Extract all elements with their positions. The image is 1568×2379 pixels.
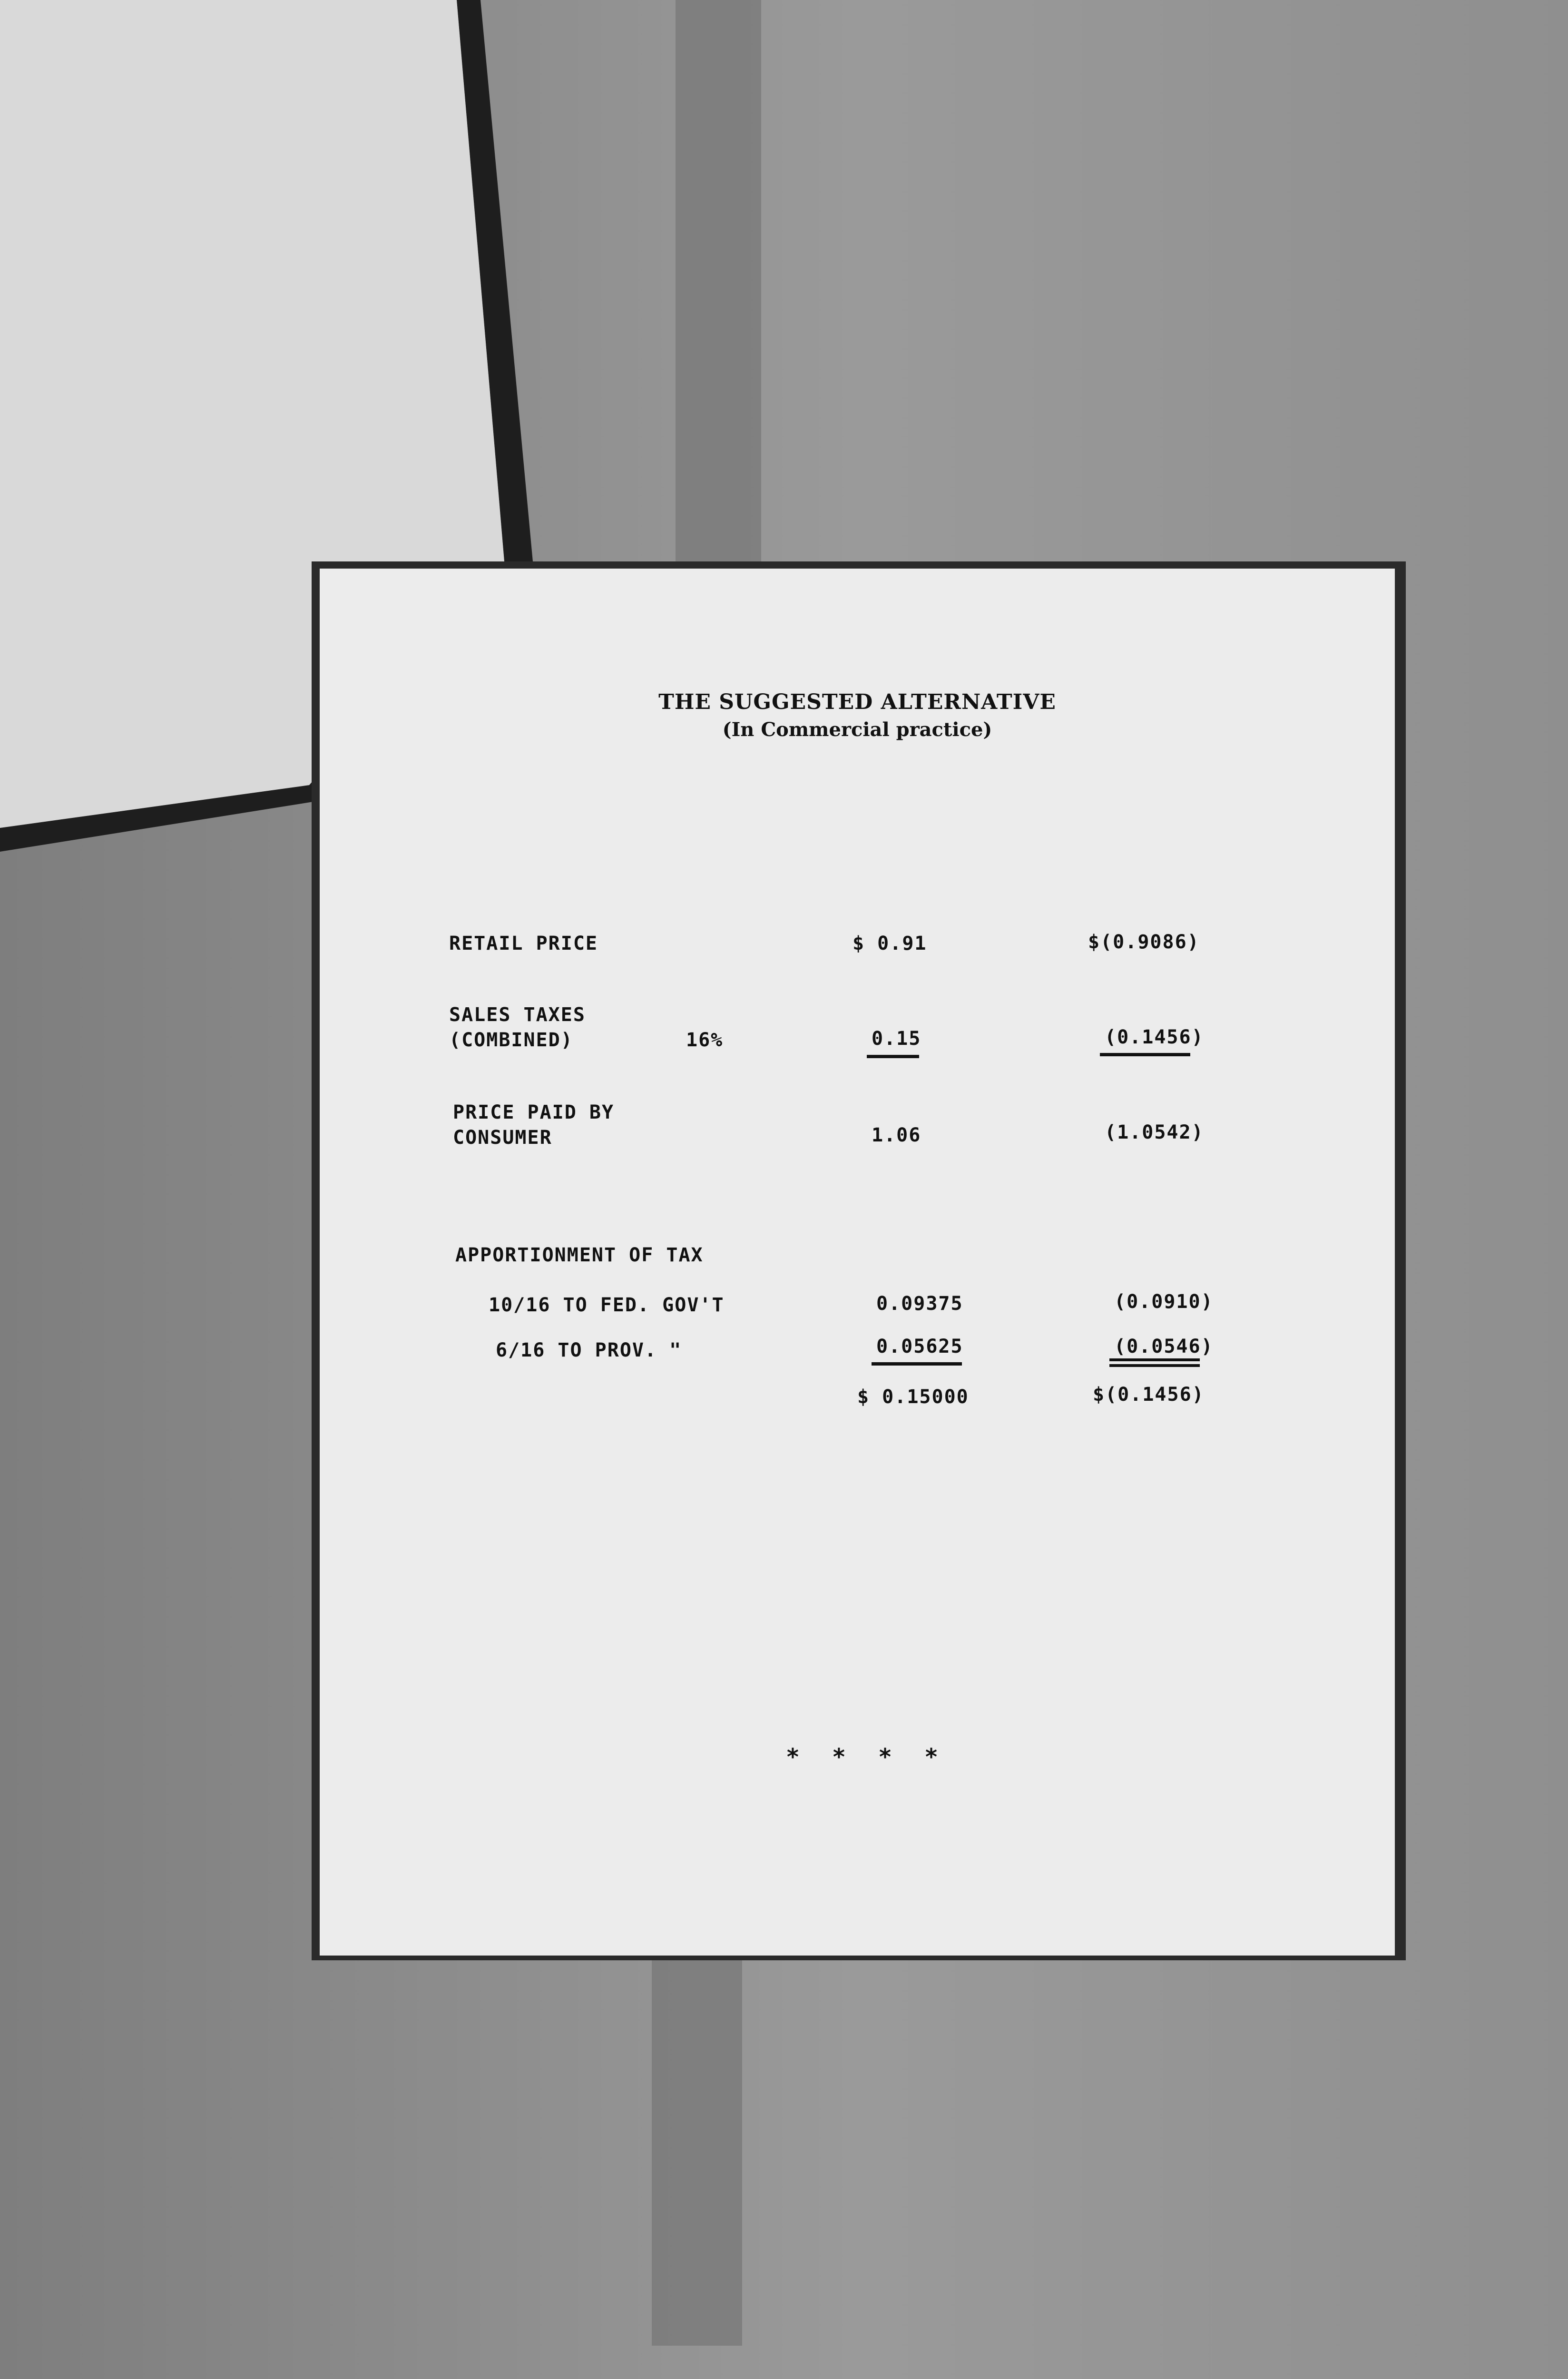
prov-share-value: 0.05625 (876, 1336, 963, 1357)
prov-share-underline (872, 1362, 962, 1366)
document-title: THE SUGGESTED ALTERNATIVE (658, 690, 1056, 714)
total-alt: $(0.1456) (1093, 1384, 1205, 1406)
sales-taxes-alt: (0.1456) (1105, 1026, 1204, 1048)
retail-price-value: $ 0.91 (853, 933, 927, 954)
price-paid-label-consumer: CONSUMER (453, 1127, 552, 1149)
tape-strip (676, 0, 761, 566)
apportionment-label: APPORTIONMENT OF TAX (455, 1244, 704, 1266)
retail-price-label: RETAIL PRICE (449, 933, 598, 954)
asterisk: * (878, 1744, 892, 1770)
fed-share-label: 10/16 TO FED. GOV'T (489, 1294, 725, 1316)
sales-taxes-alt-underline (1100, 1053, 1190, 1056)
document-page (320, 569, 1395, 1956)
prov-share-alt: (0.0546) (1114, 1336, 1214, 1357)
asterisk: * (786, 1744, 800, 1770)
fed-share-value: 0.09375 (876, 1293, 963, 1315)
price-paid-value: 1.06 (872, 1124, 921, 1146)
fed-share-alt: (0.0910) (1114, 1291, 1214, 1313)
total-value: $ 0.15000 (857, 1386, 969, 1408)
sales-taxes-underline (867, 1055, 919, 1058)
asterisk: * (832, 1744, 846, 1770)
sales-taxes-label-combined: (COMBINED) (449, 1029, 573, 1051)
closing-asterisks (786, 1744, 938, 1770)
prov-share-alt-underline (1109, 1358, 1200, 1367)
document-subtitle: (In Commercial practice) (722, 718, 992, 741)
sales-taxes-label: SALES TAXES (449, 1004, 586, 1026)
price-paid-label: PRICE PAID BY (453, 1101, 615, 1123)
prov-share-label: 6/16 TO PROV. " (496, 1339, 682, 1361)
tape-strip (652, 1956, 742, 2346)
price-paid-alt: (1.0542) (1105, 1121, 1204, 1143)
asterisk: * (924, 1744, 938, 1770)
sales-taxes-value: 0.15 (872, 1028, 921, 1050)
sales-taxes-rate: 16% (686, 1029, 724, 1051)
retail-price-alt: $(0.9086) (1088, 931, 1200, 953)
